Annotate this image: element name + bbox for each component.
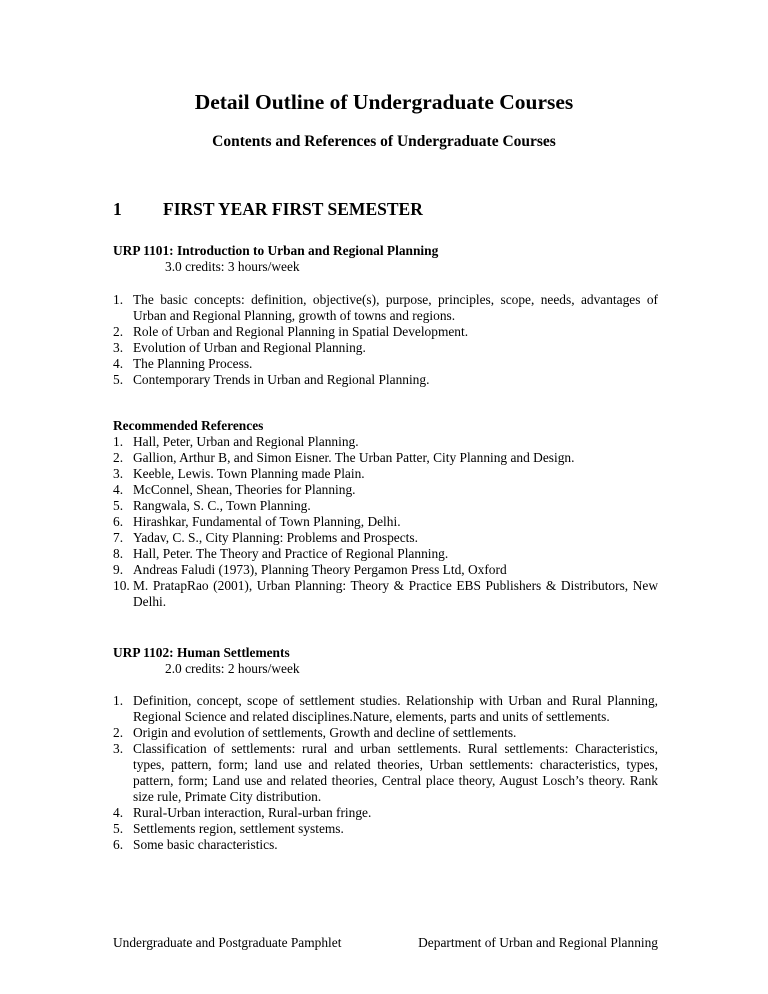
contents-list bbox=[113, 292, 658, 388]
list-item-number: 1. bbox=[113, 434, 124, 449]
list-item bbox=[113, 546, 658, 562]
list-item-text: Gallion, Arthur B, and Simon Eisner. The Urban Patter, City Planning and Design. bbox=[133, 450, 575, 465]
list-item-number: 8. bbox=[113, 546, 124, 561]
list-item bbox=[113, 450, 658, 466]
list-item-text: McConnel, Shean, Theories for Planning. bbox=[133, 482, 356, 497]
list-item-number: 5. bbox=[113, 498, 124, 513]
list-item bbox=[113, 324, 658, 340]
course-contents-urp1101 bbox=[113, 292, 658, 388]
list-item-text: Andreas Faludi (1973), Planning Theory Pergamon Press Ltd, Oxford bbox=[133, 562, 507, 577]
references-list bbox=[113, 434, 658, 610]
list-item bbox=[113, 578, 658, 610]
list-item bbox=[113, 434, 658, 450]
list-item-text: Hall, Peter, Urban and Regional Planning. bbox=[133, 434, 359, 449]
list-item-number: 1. bbox=[113, 292, 124, 307]
list-item-text: Hirashkar, Fundamental of Town Planning, Delhi. bbox=[133, 514, 401, 529]
contents-list bbox=[113, 693, 658, 853]
list-item-text: The basic concepts: definition, objective(s), purpose, principles, scope, needs, advantages of Urban and Regional Planning, growth of towns and regions. bbox=[133, 292, 658, 323]
list-item-text: Contemporary Trends in Urban and Regional Planning. bbox=[133, 372, 430, 387]
list-item-number: 4. bbox=[113, 356, 124, 371]
list-item-number: 4. bbox=[113, 805, 124, 820]
list-item-number: 6. bbox=[113, 514, 124, 529]
list-item-number: 1. bbox=[113, 693, 124, 708]
list-item bbox=[113, 530, 658, 546]
list-item bbox=[113, 725, 658, 741]
list-item bbox=[113, 292, 658, 324]
list-item bbox=[113, 482, 658, 498]
list-item-number: 4. bbox=[113, 482, 124, 497]
course-credits: 3.0 credits: 3 hours/week bbox=[165, 259, 300, 274]
section-title: FIRST YEAR FIRST SEMESTER bbox=[163, 199, 423, 219]
course-credits: 2.0 credits: 2 hours/week bbox=[165, 661, 300, 676]
course-contents-urp1102 bbox=[113, 693, 658, 853]
list-item bbox=[113, 562, 658, 578]
list-item-text: Rural-Urban interaction, Rural-urban fringe. bbox=[133, 805, 372, 820]
list-item-number: 5. bbox=[113, 821, 124, 836]
footer-left: Undergraduate and Postgraduate Pamphlet bbox=[113, 935, 342, 950]
page-footer bbox=[113, 935, 658, 951]
document-title: Detail Outline of Undergraduate Courses bbox=[194, 90, 574, 114]
list-item bbox=[113, 372, 658, 388]
list-item bbox=[113, 693, 658, 725]
footer-right: Department of Urban and Regional Planning bbox=[418, 935, 658, 950]
course-title: URP 1101: Introduction to Urban and Regional Planning bbox=[113, 243, 439, 258]
list-item bbox=[113, 514, 658, 530]
list-item-number: 7. bbox=[113, 530, 124, 545]
list-item-text: Evolution of Urban and Regional Planning. bbox=[133, 340, 366, 355]
section-number: 1 bbox=[113, 199, 122, 219]
list-item-number: 2. bbox=[113, 450, 124, 465]
list-item-text: Classification of settlements: rural and urban settlements. Rural settlements: Characteristics, types, pattern, form; land use and related theories, Urban settlements: characteristics, types, pattern, form; Land use and related theories, Central place theory, August Losch’s theory. Rank size rule, Primate City distribution. bbox=[133, 741, 658, 804]
list-item bbox=[113, 466, 658, 482]
list-item-number: 6. bbox=[113, 837, 124, 852]
list-item-number: 5. bbox=[113, 372, 124, 387]
list-item-text: Rangwala, S. C., Town Planning. bbox=[133, 498, 311, 513]
list-item-text: The Planning Process. bbox=[133, 356, 253, 371]
list-item-text: Hall, Peter. The Theory and Practice of Regional Planning. bbox=[133, 546, 449, 561]
list-item bbox=[113, 805, 658, 821]
list-item-text: Definition, concept, scope of settlement studies. Relationship with Urban and Rural Planning, Regional Science and related disciplines.Nature, elements, parts and units of settlements. bbox=[133, 693, 658, 724]
list-item bbox=[113, 498, 658, 514]
list-item bbox=[113, 837, 658, 853]
document-subtitle: Contents and References of Undergraduate Courses bbox=[212, 133, 556, 150]
course-header-urp1102 bbox=[113, 645, 658, 677]
list-item-text: Origin and evolution of settlements, Growth and decline of settlements. bbox=[133, 725, 517, 740]
course-title: URP 1102: Human Settlements bbox=[113, 645, 290, 660]
course-header-urp1101 bbox=[113, 243, 658, 275]
list-item bbox=[113, 741, 658, 805]
list-item-number: 3. bbox=[113, 466, 124, 481]
list-item-text: Some basic characteristics. bbox=[133, 837, 278, 852]
list-item bbox=[113, 340, 658, 356]
references-urp1101 bbox=[113, 418, 658, 610]
list-item-text: Yadav, C. S., City Planning: Problems and Prospects. bbox=[133, 530, 418, 545]
list-item-text: Settlements region, settlement systems. bbox=[133, 821, 344, 836]
list-item-text: Keeble, Lewis. Town Planning made Plain. bbox=[133, 466, 365, 481]
list-item bbox=[113, 821, 658, 837]
references-heading: Recommended References bbox=[113, 418, 264, 433]
list-item-text: M. PratapRao (2001), Urban Planning: Theory & Practice EBS Publishers & Distributors, New Delhi. bbox=[133, 578, 658, 609]
list-item-number: 10. bbox=[113, 578, 130, 593]
list-item-number: 3. bbox=[113, 741, 124, 756]
list-item-number: 9. bbox=[113, 562, 124, 577]
list-item-number: 2. bbox=[113, 324, 124, 339]
list-item bbox=[113, 356, 658, 372]
section-heading bbox=[113, 198, 423, 220]
list-item-text: Role of Urban and Regional Planning in Spatial Development. bbox=[133, 324, 469, 339]
list-item-number: 2. bbox=[113, 725, 124, 740]
list-item-number: 3. bbox=[113, 340, 124, 355]
